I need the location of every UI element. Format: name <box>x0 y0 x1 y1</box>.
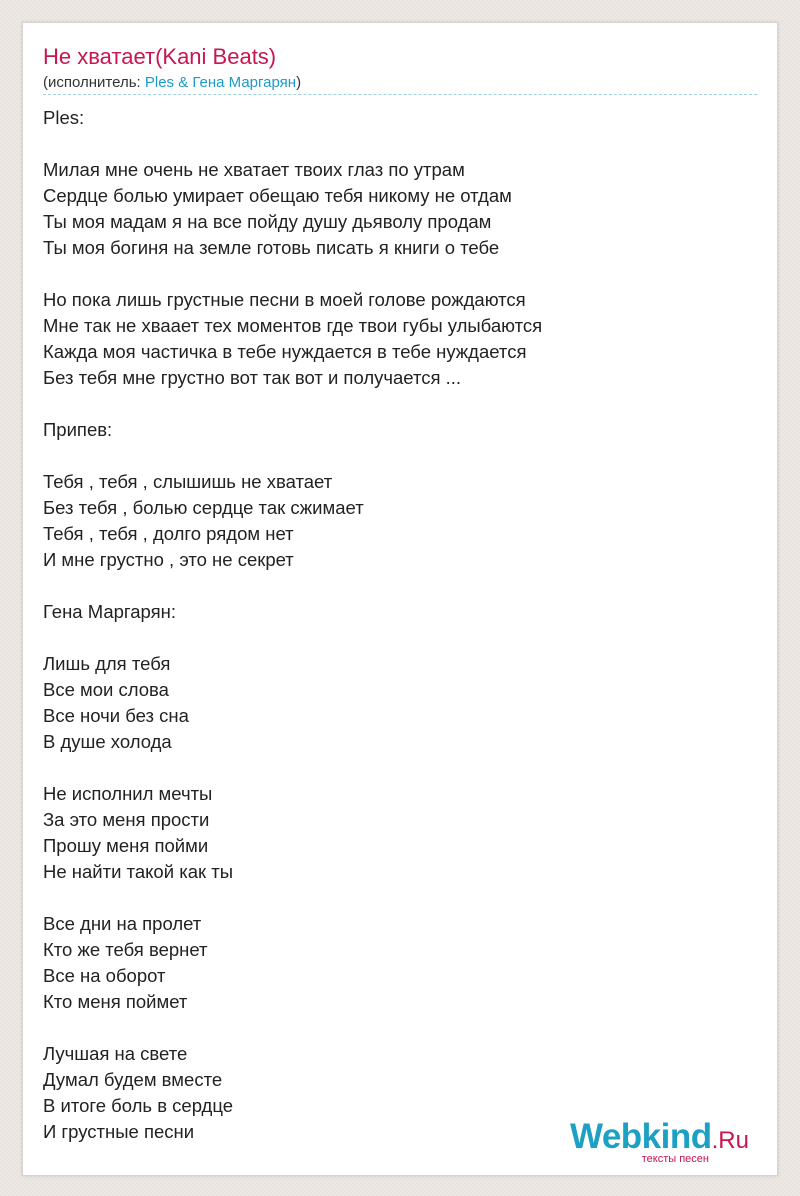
artist-suffix: ) <box>296 74 302 91</box>
lyric-line: За это меня прости <box>43 809 210 830</box>
lyric-line: Тебя , тебя , долго рядом нет <box>43 523 294 544</box>
lyric-line: Все ночи без сна <box>43 705 189 726</box>
logo-main-text: Webkind <box>569 1117 712 1156</box>
lyric-blank-line <box>43 1015 753 1041</box>
lyric-line: Не найти такой как ты <box>43 861 233 882</box>
lyric-line: И мне грустно , это не секрет <box>43 549 294 570</box>
lyric-line: Милая мне очень не хватает твоих глаз по утрам <box>43 159 465 180</box>
lyric-line: Прошу меня пойми <box>43 835 209 856</box>
lyric-line: Думал будем вместе <box>43 1069 223 1090</box>
song-title: Не хватает(Kani Beats) <box>43 44 277 69</box>
lyric-line: Все мои слова <box>43 679 169 700</box>
divider <box>43 94 757 95</box>
lyric-blank-line <box>43 391 753 417</box>
lyric-line: Сердце болью умирает обещаю тебя никому не отдам <box>43 185 512 206</box>
logo-tld: .Ru <box>711 1127 749 1154</box>
lyric-line: Без тебя мне грустно вот так вот и получается ... <box>43 367 462 388</box>
lyric-line: Ples: <box>43 107 85 128</box>
lyric-line: Не исполнил мечты <box>43 783 213 804</box>
lyric-line: Мне так не хваает тех моментов где твои губы улыбаются <box>43 315 543 336</box>
lyric-line: Кто же тебя вернет <box>43 939 208 960</box>
lyric-blank-line <box>43 261 753 287</box>
lyric-blank-line <box>43 755 753 781</box>
lyric-blank-line <box>43 573 753 599</box>
lyric-line: Гена Маргарян: <box>43 601 176 622</box>
lyric-line: Без тебя , болью сердце так сжимает <box>43 497 364 518</box>
lyric-blank-line <box>43 443 753 469</box>
lyric-line: Лучшая на свете <box>43 1043 188 1064</box>
lyric-line: В душе холода <box>43 731 172 752</box>
lyric-blank-line <box>43 885 753 911</box>
lyric-line: Все на оборот <box>43 965 166 986</box>
lyric-line: Но пока лишь грустные песни в моей голове рождаются <box>43 289 526 310</box>
lyric-line: И грустные песни <box>43 1121 195 1142</box>
lyric-line: Кто меня поймет <box>43 991 188 1012</box>
lyric-line: Тебя , тебя , слышишь не хватает <box>43 471 333 492</box>
lyrics-card <box>22 22 778 1176</box>
lyric-line: Лишь для тебя <box>43 653 171 674</box>
lyric-line: Припев: <box>43 419 113 440</box>
lyric-line: В итоге боль в сердце <box>43 1095 234 1116</box>
lyric-blank-line <box>43 625 753 651</box>
artist-prefix: (исполнитель: <box>43 74 145 91</box>
logo-tagline: тексты песен <box>641 1153 709 1165</box>
lyric-line: Ты моя мадам я на все пойду душу дьяволу продам <box>43 211 492 232</box>
artist-link[interactable]: Ples & Гена Маргарян <box>144 74 297 91</box>
lyric-line: Ты моя богиня на земле готовь писать я книги о тебе <box>43 237 500 258</box>
lyric-line: Все дни на пролет <box>43 913 202 934</box>
lyrics-text <box>43 105 753 1145</box>
artist-line <box>43 73 301 93</box>
lyric-blank-line <box>43 131 753 157</box>
lyric-line: Кажда моя частичка в тебе нуждается в тебе нуждается <box>43 341 527 362</box>
webkind-logo[interactable] <box>549 1117 749 1167</box>
